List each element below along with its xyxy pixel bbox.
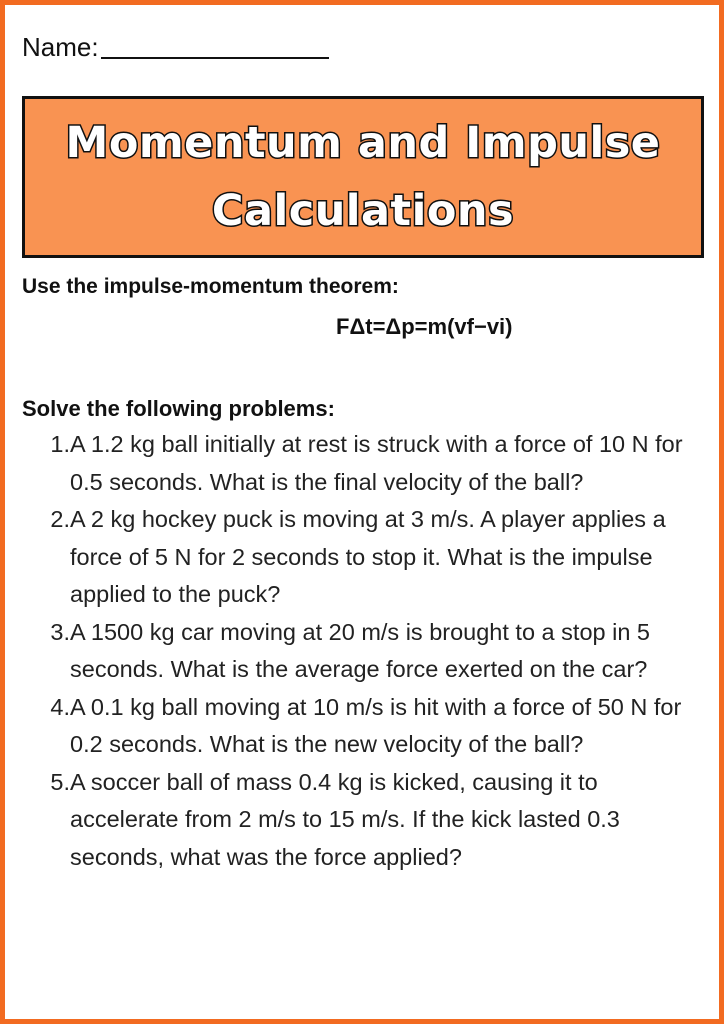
- problem-text: A 1.2 kg ball initially at rest is struck with a force of 10 N for 0.5 seconds. What is the final velocity of the ball?: [70, 431, 683, 495]
- problem-text: A soccer ball of mass 0.4 kg is kicked, causing it to accelerate from 2 m/s to 15 m/s. If the kick lasted 0.3 seconds, what was the force applied?: [70, 768, 620, 870]
- problem-text: A 2 kg hockey puck is moving at 3 m/s. A player applies a force of 5 N for 2 seconds to stop it. What is the impulse applied to the puck?: [70, 506, 666, 607]
- problem-list: [30, 426, 690, 876]
- impulse-momentum-formula: FΔt=Δp=m(vf−vi): [336, 314, 513, 339]
- name-blank-line: [101, 57, 329, 59]
- problem-item: [30, 501, 690, 614]
- title-line-2: Calculations: [211, 186, 515, 236]
- problem-item: [30, 426, 690, 501]
- name-label: Name:: [22, 32, 99, 62]
- problem-number: 2.: [50, 506, 70, 532]
- problem-number: 1.: [50, 431, 70, 457]
- problem-number: 4.: [50, 693, 70, 720]
- title-line-1: Momentum and Impulse: [65, 118, 661, 168]
- problem-item: [30, 689, 690, 764]
- problem-number: 3.: [50, 618, 70, 645]
- problem-text: A 0.1 kg ball moving at 10 m/s is hit with a force of 50 N for 0.2 seconds. What is the new velocity of the ball?: [70, 693, 682, 757]
- title-banner: [22, 96, 704, 258]
- instructions-intro: Use the impulse-momentum theorem:: [22, 275, 399, 298]
- problem-item: [30, 764, 690, 877]
- problem-text: A 1500 kg car moving at 20 m/s is brought to a stop in 5 seconds. What is the average force exerted on the car?: [70, 618, 650, 682]
- problems-heading: Solve the following problems:: [22, 396, 335, 421]
- name-field: [22, 32, 329, 62]
- problem-number: 5.: [50, 768, 70, 795]
- problem-item: [30, 614, 690, 689]
